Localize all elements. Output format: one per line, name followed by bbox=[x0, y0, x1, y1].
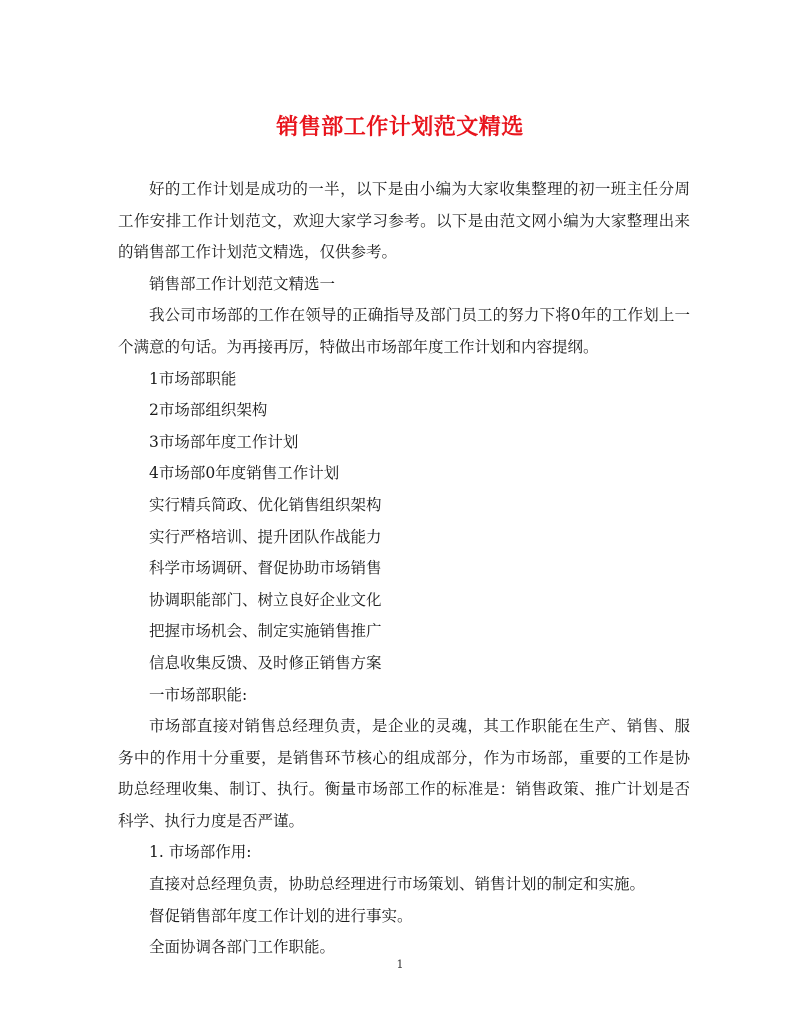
outline-item: 3市场部年度工作计划 bbox=[149, 432, 299, 451]
paragraph-section-heading: 销售部工作计划范文精选一 bbox=[149, 274, 336, 293]
strategy-item: 实行严格培训、提升团队作战能力 bbox=[149, 527, 382, 546]
page-number: 1 bbox=[396, 958, 404, 971]
paragraph-intro: 好的工作计划是成功的一半，以下是由小编为大家收集整理的初一班主任分周工作安排工作计划范文，欢迎大家学习参考。以下是由范文网小编为大家整理出来的销售部工作计划范文精选，仅供参考。 bbox=[118, 180, 690, 262]
paragraph-body: 直接对总经理负责，协助总经理进行市场策划、销售计划的制定和实施。 bbox=[149, 875, 646, 894]
strategy-item: 把握市场机会、制定实施销售推广 bbox=[149, 622, 382, 641]
paragraph-body: 全面协调各部门工作职能。 bbox=[149, 938, 336, 957]
strategy-item: 信息收集反馈、及时修正销售方案 bbox=[149, 653, 382, 672]
outline-item: 4市场部0年度销售工作计划 bbox=[149, 464, 340, 483]
subsection-heading: 1. 市场部作用: bbox=[149, 843, 252, 862]
outline-item: 1市场部职能 bbox=[149, 369, 237, 388]
document-body bbox=[118, 174, 690, 964]
strategy-item: 实行精兵简政、优化销售组织架构 bbox=[149, 495, 382, 514]
paragraph-body: 督促销售部年度工作计划的进行事实。 bbox=[149, 906, 413, 925]
document-title: 销售部工作计划范文精选 bbox=[276, 114, 524, 140]
paragraph-body: 市场部直接对销售总经理负责，是企业的灵魂，其工作职能在生产、销售、服务中的作用十分重要，是销售环节核心的组成部分，作为市场部，重要的工作是协助总经理收集、制订、执行。衡量市场部工作的标准是：销售政策、推广计划是否科学、执行力度是否严谨。 bbox=[118, 717, 690, 830]
subsection-heading: 一市场部职能: bbox=[149, 685, 248, 704]
strategy-item: 科学市场调研、督促协助市场销售 bbox=[149, 559, 382, 578]
outline-item: 2市场部组织架构 bbox=[149, 401, 268, 420]
paragraph-summary: 我公司市场部的工作在领导的正确指导及部门员工的努力下将0年的工作划上一个满意的句话。为再接再厉，特做出市场部年度工作计划和内容提纲。 bbox=[118, 306, 690, 356]
strategy-item: 协调职能部门、树立良好企业文化 bbox=[149, 590, 382, 609]
